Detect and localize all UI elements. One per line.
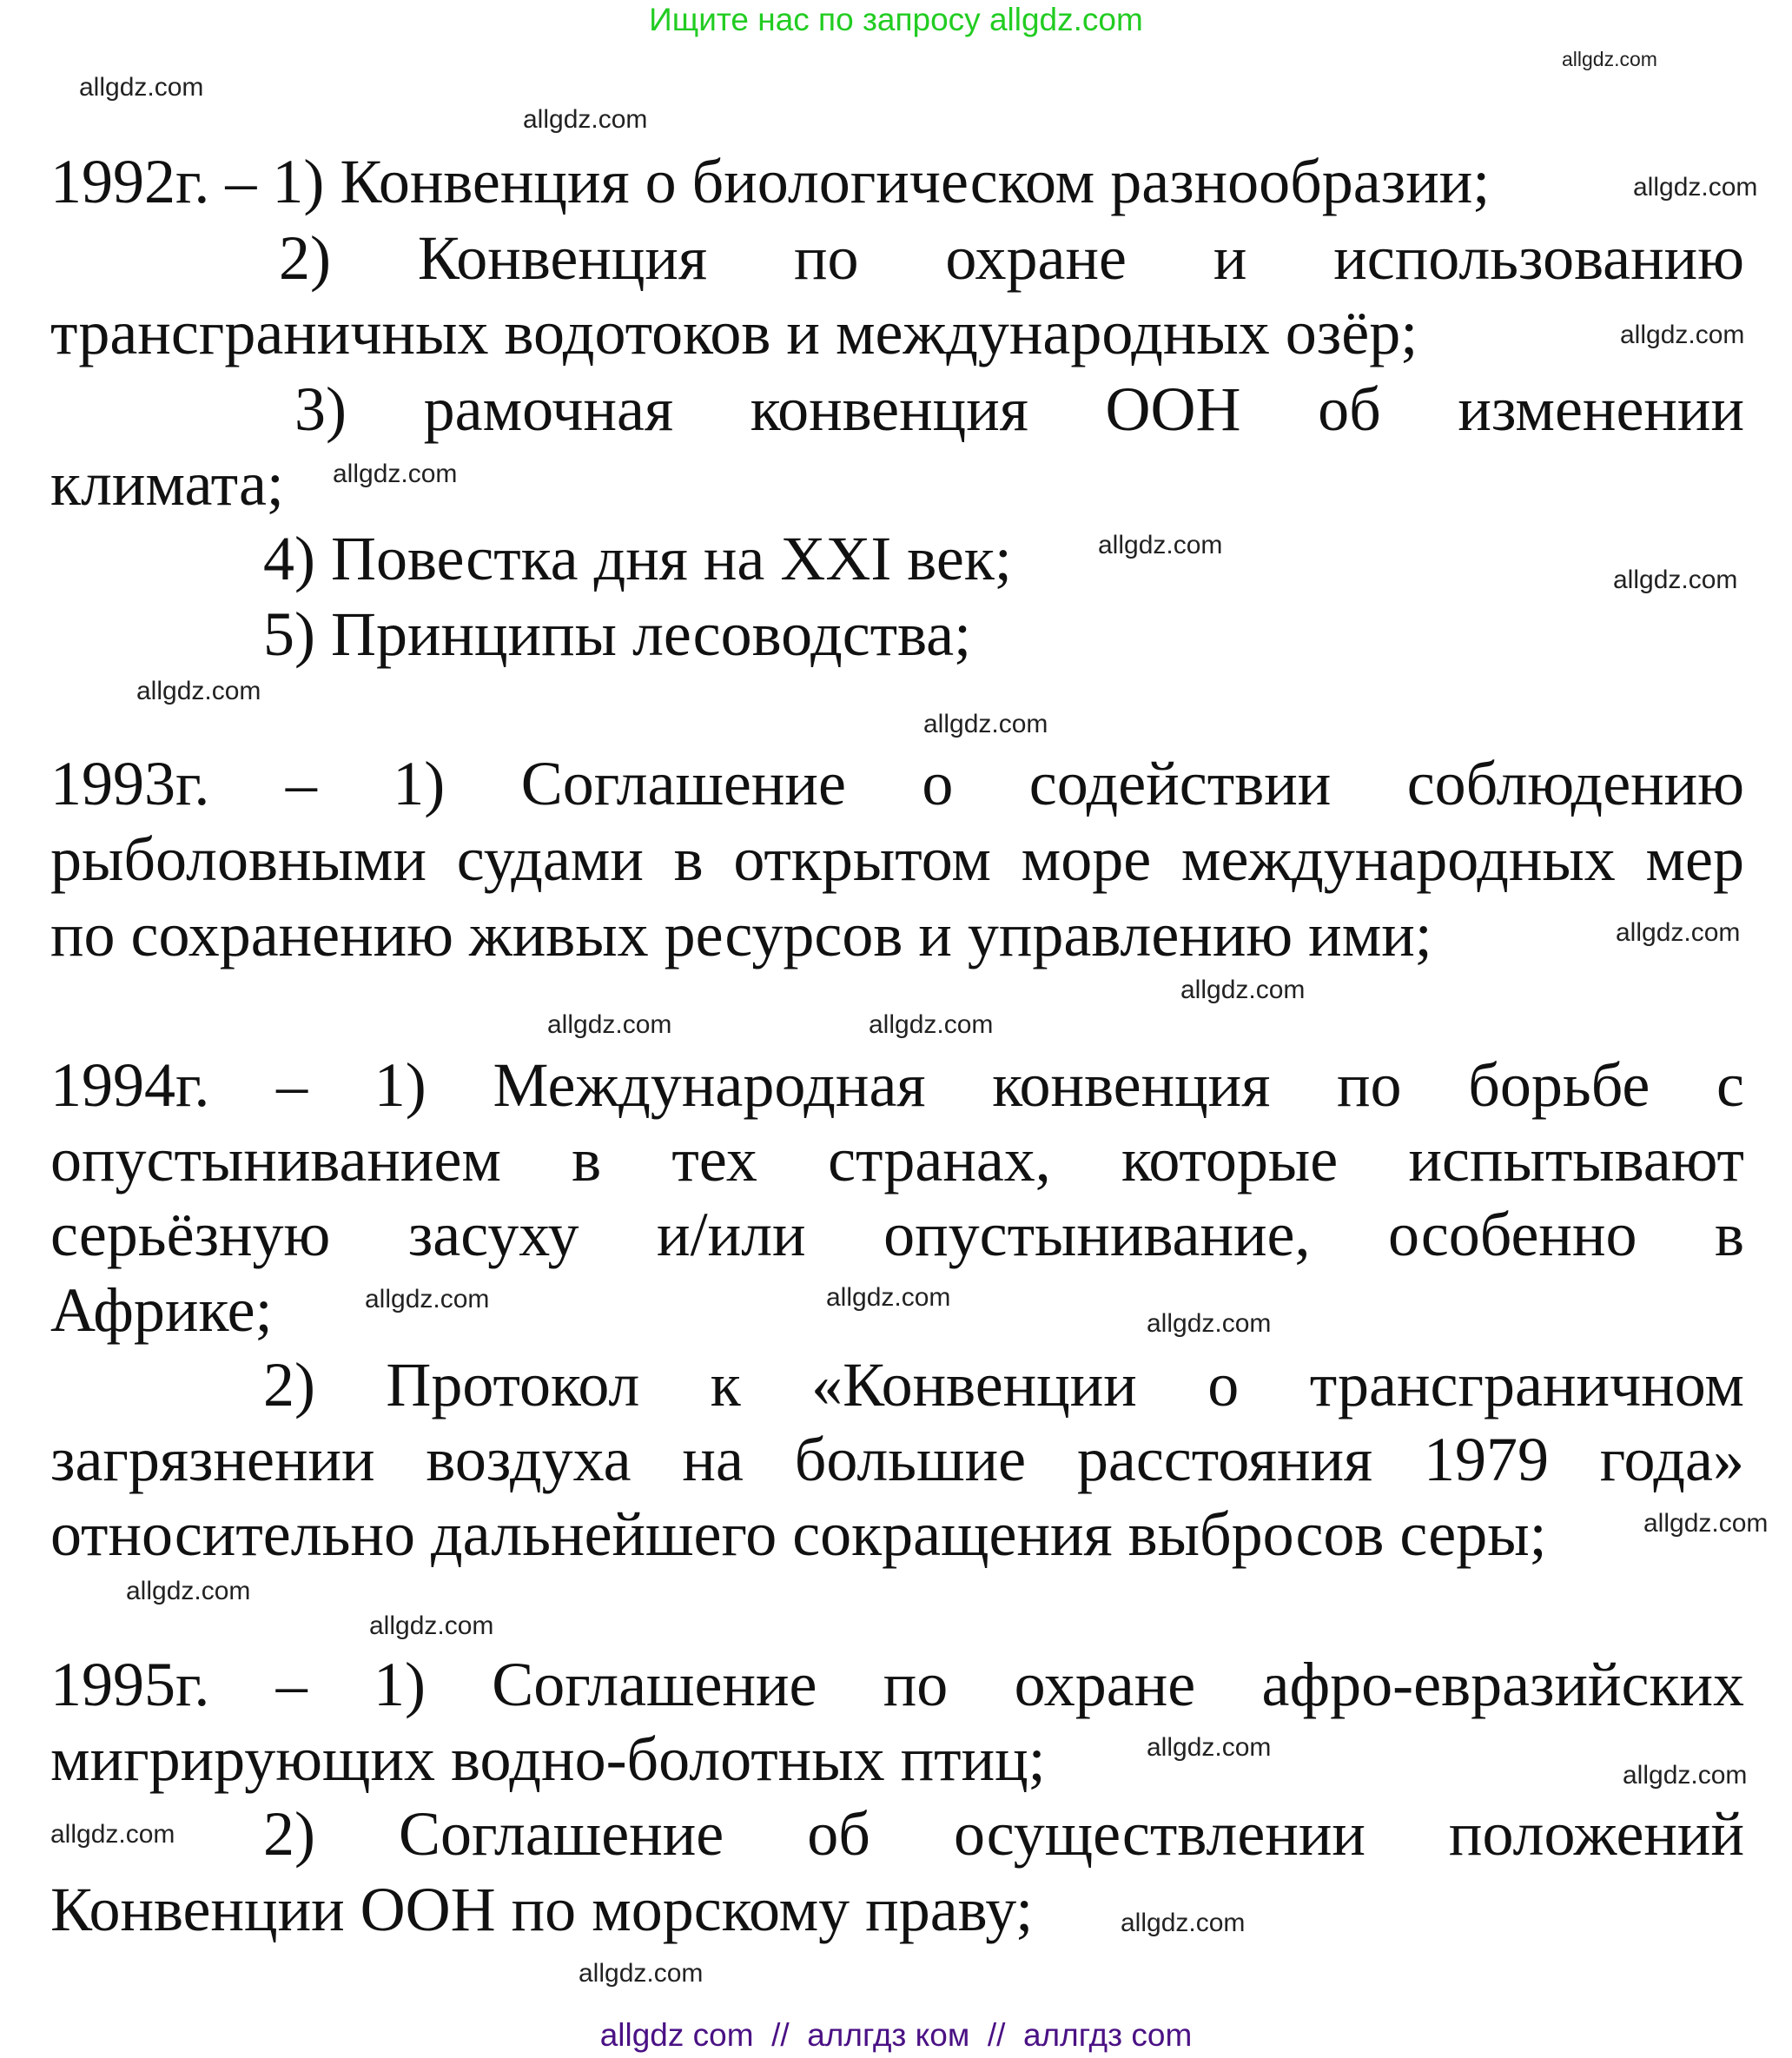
watermark: allgdz.com <box>1643 1509 1769 1538</box>
text-line: 2) Протокол к «Конвенции о трансграничном <box>263 1350 1744 1419</box>
text-line: трансграничных водотоков и международных озёр; <box>50 298 1418 367</box>
text-line: серьёзную засуху и/или опустынивание, особенно в <box>50 1200 1744 1269</box>
watermark: allgdz.com <box>547 1010 672 1039</box>
watermark: allgdz.com <box>1121 1909 1246 1937</box>
text-line: 1995г. – 1) Соглашение по охране афро-евразийских <box>50 1650 1744 1719</box>
text-line: 1992г. – 1) Конвенция о биологическом разнообразии; <box>50 147 1491 216</box>
search-banner: Ищите нас по запросу allgdz.com <box>649 2 1143 37</box>
watermark: allgdz.com <box>1562 48 1657 70</box>
text-line: Конвенции ООН по морскому праву; <box>50 1875 1034 1944</box>
text-line: 2) Соглашение об осуществлении положений <box>263 1799 1744 1869</box>
text-line: 1994г. – 1) Международная конвенция по борьбе с <box>50 1050 1744 1120</box>
watermark: allgdz.com <box>869 1010 994 1039</box>
watermark: allgdz.com <box>136 677 261 705</box>
text-line: по сохранению живых ресурсов и управлению ими; <box>50 900 1432 969</box>
text-line: 2) Конвенция по охране и использованию <box>279 223 1744 293</box>
text-line: 4) Повестка дня на XXI век; <box>263 524 1012 593</box>
watermark: allgdz.com <box>333 460 458 488</box>
watermark: allgdz.com <box>1623 1761 1748 1790</box>
text-line: рыболовными судами в открытом море международных мер <box>50 824 1744 894</box>
text-line: Африке; <box>50 1275 273 1345</box>
watermark: allgdz.com <box>1633 173 1758 202</box>
watermark: allgdz.com <box>1098 531 1223 559</box>
watermark: allgdz.com <box>126 1577 251 1605</box>
text-line: мигрирующих водно-болотных птиц; <box>50 1724 1046 1794</box>
watermark: allgdz.com <box>1147 1733 1272 1762</box>
text-line: опустыниванием в тех странах, которые испытывают <box>50 1125 1744 1194</box>
watermark: allgdz.com <box>1147 1309 1272 1338</box>
text-line: климата; <box>50 449 284 519</box>
watermark: allgdz.com <box>923 710 1048 738</box>
text-line: 5) Принципы лесоводства; <box>263 599 972 669</box>
watermark: allgdz.com <box>523 105 648 134</box>
text-line: относительно дальнейшего сокращения выбросов серы; <box>50 1499 1547 1569</box>
watermark: allgdz.com <box>365 1285 490 1314</box>
watermark: allgdz.com <box>579 1959 704 1988</box>
watermark: allgdz.com <box>369 1611 494 1640</box>
watermark: allgdz.com <box>79 73 204 102</box>
text-line: загрязнении воздуха на большие расстояния 1979 года» <box>50 1425 1744 1494</box>
watermark: allgdz.com <box>826 1283 951 1312</box>
watermark: allgdz.com <box>1616 918 1741 947</box>
watermark: allgdz.com <box>1613 566 1738 594</box>
text-line: 3) рамочная конвенция ООН об изменении <box>294 374 1744 444</box>
watermark: allgdz.com <box>1620 321 1745 349</box>
watermark: allgdz.com <box>1180 976 1306 1004</box>
footer-links: allgdz com // аллгдз ком // аллгдз com <box>599 2017 1193 2053</box>
text-line: 1993г. – 1) Соглашение о содействии соблюдению <box>50 749 1744 818</box>
watermark: allgdz.com <box>50 1820 175 1849</box>
